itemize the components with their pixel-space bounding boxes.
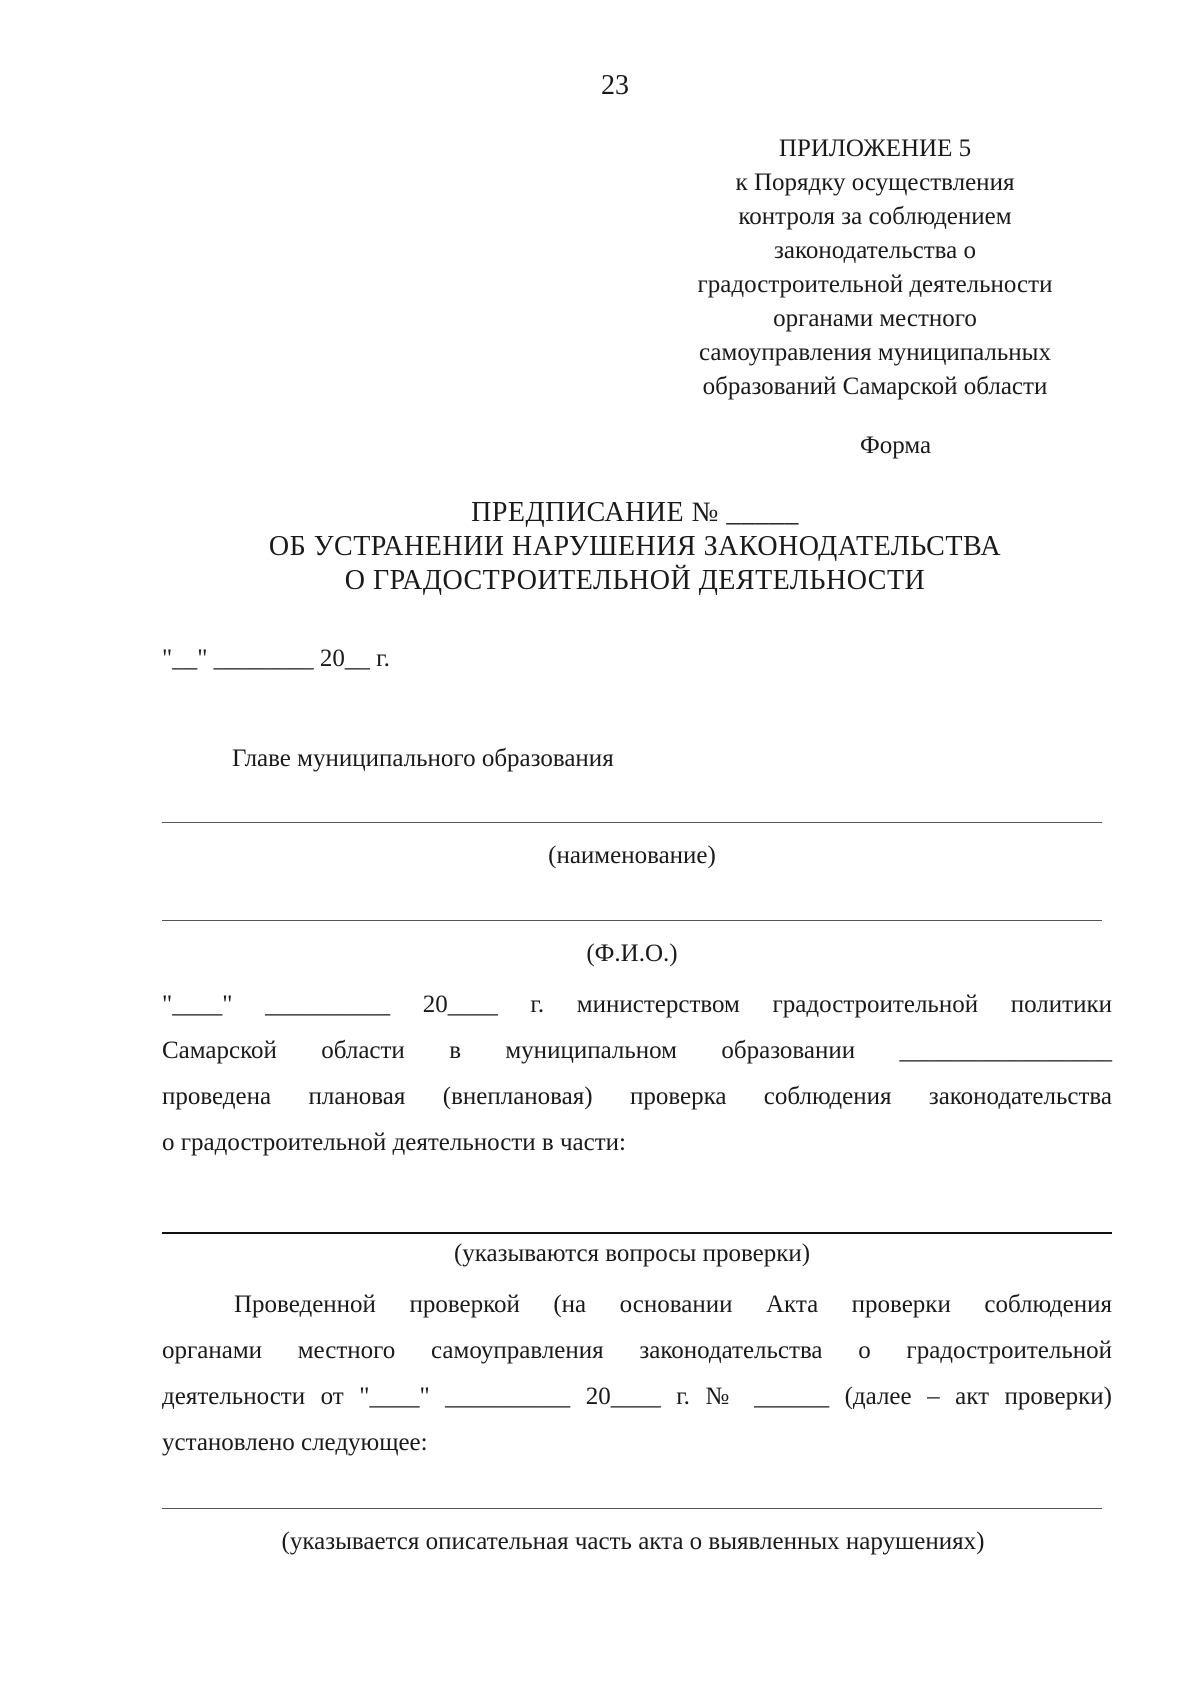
blank-line-description xyxy=(162,1508,1102,1509)
paragraph-line: "____" __________ 20____ г. министерством градостроительной политики xyxy=(162,991,1112,1018)
document-title-subject: О ГРАДОСТРОИТЕЛЬНОЙ ДЕЯТЕЛЬНОСТИ xyxy=(344,565,926,596)
appendix-header xyxy=(640,132,1110,404)
addressee-line: Главе муниципального образования xyxy=(232,745,614,772)
paragraph-line: о градостроительной деятельности в части: xyxy=(162,1129,626,1156)
appendix-line: образований Самарской области xyxy=(702,373,1048,400)
findings-paragraph xyxy=(162,1282,1112,1466)
appendix-line: к Порядку осуществления xyxy=(735,169,1015,196)
appendix-line: органами местного xyxy=(773,305,977,332)
inspection-paragraph xyxy=(162,982,1112,1166)
caption-questions: (указываются вопросы проверки) xyxy=(453,1240,811,1267)
caption-description: (указывается описательная часть акта о выявленных нарушениях) xyxy=(281,1528,985,1555)
paragraph-line: органами местного самоуправления законодательства о градостроительной xyxy=(162,1337,1112,1364)
blank-line-name xyxy=(162,822,1102,823)
page-number: 23 xyxy=(601,70,629,101)
issue-date-line: "__" ________ 20__ г. xyxy=(162,645,390,672)
appendix-line: градостроительной деятельности xyxy=(697,271,1053,298)
paragraph-line: Самарской области в муниципальном образовании _________________ xyxy=(162,1037,1112,1064)
appendix-line: ПРИЛОЖЕНИЕ 5 xyxy=(778,135,972,162)
paragraph-line: Проведенной проверкой (на основании Акта проверки соблюдения xyxy=(234,1291,1112,1318)
caption-fio: (Ф.И.О.) xyxy=(586,940,678,967)
blank-line-fio xyxy=(162,920,1102,921)
appendix-line: контроля за соблюдением xyxy=(738,203,1012,230)
paragraph-line: установлено следующее: xyxy=(162,1429,428,1456)
appendix-line: законодательства о xyxy=(774,237,976,264)
blank-line-questions xyxy=(162,1232,1112,1234)
paragraph-line: деятельности от "____" __________ 20____ г. № ______ (далее – акт проверки) xyxy=(162,1383,1112,1410)
document-title-number: ПРЕДПИСАНИЕ № _____ xyxy=(471,497,799,528)
caption-name: (наименование) xyxy=(548,842,716,869)
paragraph-line: проведена плановая (внеплановая) проверка соблюдения законодательства xyxy=(162,1083,1112,1110)
appendix-line: самоуправления муниципальных xyxy=(699,339,1051,366)
form-label: Форма xyxy=(860,432,932,459)
document-title: ОБ УСТРАНЕНИИ НАРУШЕНИЯ ЗАКОНОДАТЕЛЬСТВА xyxy=(268,531,1002,562)
